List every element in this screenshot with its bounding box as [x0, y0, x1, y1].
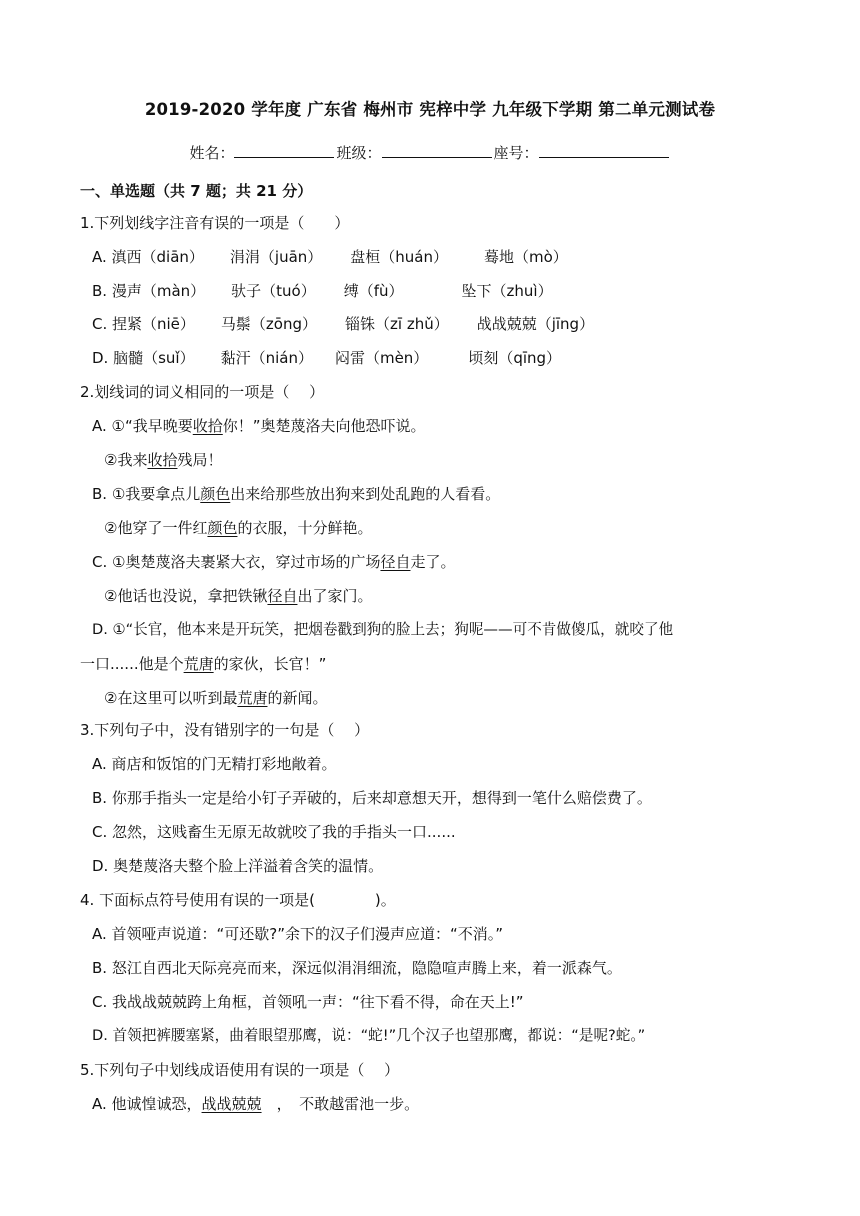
- q3-option-b[interactable]: B. 你那手指头一定是给小钉子弄破的，后来却意想天开，想得到一笔什么赔偿费了。: [92, 789, 652, 807]
- q4-option-d[interactable]: D. 首领把裤腰塞紧，曲着眼望那鹰，说：“蛇!”几个汉子也望那鹰，都说：“是呢?蛇。”: [92, 1027, 646, 1044]
- q2-option-a-2: [104, 450, 222, 470]
- q2-c1-underlined: 径自: [380, 553, 411, 571]
- q4-option-b[interactable]: B. 怒江自西北天际亮亮而来，深远似涓涓细流，隐隐喧声腾上来，着一派森气。: [92, 959, 622, 977]
- q2-c2-text: 出了家门。: [297, 587, 373, 605]
- q1-d-part: 顷刻（qīng）: [468, 349, 562, 367]
- q1-d-part: 黏汗（nián）: [220, 349, 313, 367]
- q2-a2-text: 残局！: [177, 451, 223, 469]
- q2-b2-underlined: 颜色: [207, 519, 238, 537]
- q2-b1-text: B. ①我要拿点儿: [92, 485, 201, 503]
- q2-d2-underlined: 荒唐: [237, 689, 268, 707]
- q2-c1-text: C. ①奥楚蔑洛夫裹紧大衣，穿过市场的广场: [92, 553, 381, 571]
- exam-title: 2019-2020 学年度 广东省 梅州市 宪梓中学 九年级下学期 第二单元测试卷: [144, 100, 716, 119]
- q2-a1-text: A. ①“我早晚要: [92, 417, 193, 435]
- q4-stem: 4. 下面标点符号使用有误的一项是( )。: [80, 891, 396, 909]
- name-blank[interactable]: [234, 143, 334, 158]
- q2-b2-text: 的衣服，十分鲜艳。: [237, 519, 373, 537]
- q3-option-d[interactable]: D. 奥楚蔑洛夫整个脸上洋溢着含笑的温情。: [92, 857, 384, 875]
- q2-option-a[interactable]: [92, 416, 426, 436]
- q1-c-part: 锱铢（zī zhǔ）: [345, 315, 449, 333]
- q1-b-part: 缚（fù）: [343, 282, 404, 300]
- q2-stem: 2.划线词的词义相同的一项是（ ）: [80, 383, 325, 401]
- q2-d1b-text: 的家伙，长官！”: [213, 655, 327, 673]
- q2-a2-text: ②我来: [104, 451, 148, 469]
- q1-b-part: B. 漫声（màn）: [92, 282, 206, 300]
- q1-option-d[interactable]: [92, 348, 561, 368]
- seat-blank[interactable]: [539, 143, 669, 158]
- q1-d-part: D. 脑髓（suǐ）: [92, 349, 195, 367]
- q2-option-d-cont: [80, 654, 326, 674]
- q2-option-c-2: [104, 586, 372, 606]
- q1-b-part: 坠下（zhuì）: [461, 282, 553, 300]
- section-heading: 一、单选题（共 7 题；共 21 分）: [80, 182, 313, 200]
- q2-a1-text: 你！”奥楚蔑洛夫向他恐吓说。: [222, 417, 426, 435]
- q1-a-part: 盘桓（huán）: [350, 248, 449, 266]
- q4-option-a[interactable]: A. 首领哑声说道：“可还歇?”余下的汉子们漫声应道：“不消。”: [92, 925, 504, 943]
- q1-option-b[interactable]: [92, 281, 553, 301]
- class-blank[interactable]: [382, 143, 492, 158]
- q2-option-b-2: [104, 518, 372, 538]
- q1-c-part: C. 捏紧（niē）: [92, 315, 195, 333]
- q2-option-b[interactable]: [92, 484, 500, 504]
- q5-option-a[interactable]: [92, 1094, 419, 1114]
- q1-b-part: 驮子（tuó）: [231, 282, 316, 300]
- q1-a-part: 蓦地（mò）: [484, 248, 568, 266]
- q1-d-part: 闷雷（mèn）: [334, 349, 429, 367]
- name-label: 姓名：: [189, 144, 235, 162]
- q2-b1-underlined: 颜色: [200, 485, 231, 503]
- q2-d1b-underlined: 荒唐: [183, 655, 214, 673]
- q2-d1b-text: 一口......他是个: [80, 655, 184, 673]
- q2-b2-text: ②他穿了一件红: [104, 519, 208, 537]
- seat-label: 座号：: [493, 144, 539, 162]
- q2-option-d-2: [104, 688, 327, 708]
- q1-a-part: 涓涓（juān）: [229, 248, 323, 266]
- q2-c2-underlined: 径自: [267, 587, 298, 605]
- q4-option-c[interactable]: C. 我战战兢兢跨上角框，首领吼一声：“往下看不得，命在天上!”: [92, 993, 524, 1011]
- q2-a1-underlined: 收拾: [192, 417, 223, 435]
- q2-d2-text: ②在这里可以听到最: [104, 689, 238, 707]
- q2-a2-underlined: 收拾: [147, 451, 178, 469]
- q5-a-underlined: 战战兢兢: [201, 1095, 262, 1113]
- q1-option-a[interactable]: [92, 247, 568, 267]
- q2-d2-text: 的新闻。: [267, 689, 328, 707]
- q3-option-a[interactable]: A. 商店和饭馆的门无精打彩地敞着。: [92, 755, 337, 773]
- q2-option-d[interactable]: D. ①“长官，他本来是开玩笑，把烟卷戳到狗的脸上去；狗呢——可不肯做傻瓜，就咬了他: [92, 621, 674, 638]
- class-label: 班级：: [336, 144, 382, 162]
- q5-a-text: A. 他诚惶诚恐，: [92, 1095, 202, 1113]
- q1-c-part: 战战兢兢（jīng）: [476, 315, 595, 333]
- q1-stem: 1.下列划线字注音有误的一项是（ ）: [80, 214, 350, 232]
- student-info-fields: [0, 142, 860, 163]
- q3-option-c[interactable]: C. 忽然，这贱畜生无原无故就咬了我的手指头一口......: [92, 823, 456, 841]
- q1-option-c[interactable]: [92, 314, 594, 334]
- q2-option-c[interactable]: [92, 552, 456, 572]
- q1-a-part: A. 滇西（diān）: [92, 248, 204, 266]
- q2-b1-text: 出来给那些放出狗来到处乱跑的人看看。: [230, 485, 501, 503]
- q5-a-text: ， 不敢越雷池一步。: [261, 1095, 420, 1113]
- q5-stem: 5.下列句子中划线成语使用有误的一项是（ ）: [80, 1061, 400, 1079]
- q1-c-part: 马鬃（zōng）: [220, 315, 318, 333]
- q3-stem: 3.下列句子中，没有错别字的一句是（ ）: [80, 721, 370, 739]
- q2-c1-text: 走了。: [410, 553, 456, 571]
- q2-c2-text: ②他话也没说，拿把铁锹: [104, 587, 268, 605]
